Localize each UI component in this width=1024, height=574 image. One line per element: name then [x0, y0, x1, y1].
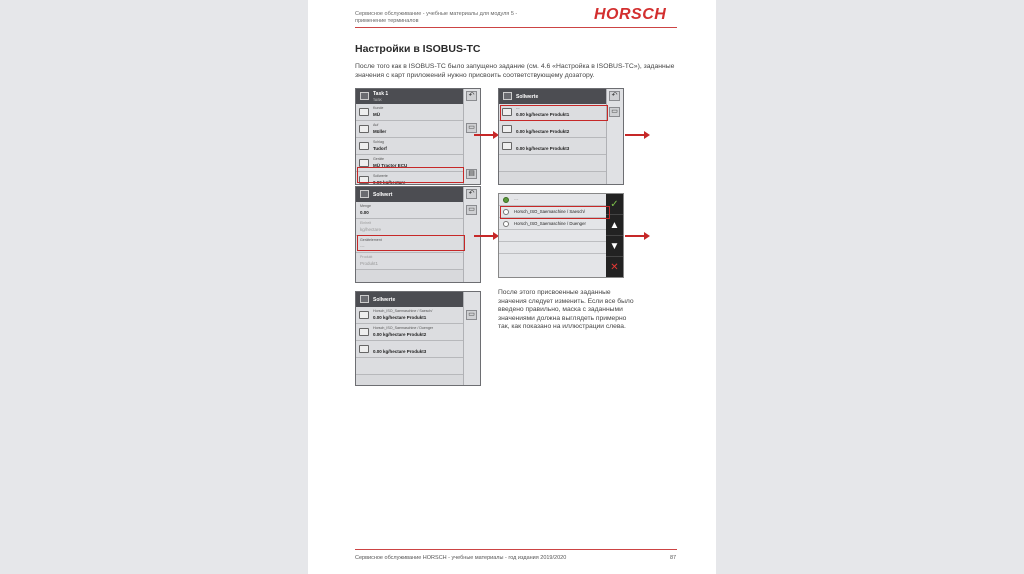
screen-setpoint-detail: [355, 186, 481, 283]
note-paragraph: После этого присвоенные заданные значения следует изменить. Если все было введено правильно, маска с заданными значениями должна выглядеть примерно так, как показано на иллюстрации слева.: [498, 289, 634, 331]
row-value: Produkt1: [360, 261, 379, 266]
cancel-x-icon[interactable]: ✕: [606, 257, 623, 278]
row-label: ---: [516, 106, 520, 110]
radio-selected-icon: [503, 197, 509, 203]
screen-setpoints-assigned: [355, 291, 481, 386]
row-label: Geräte: [373, 157, 384, 161]
setpoint-icon: [503, 92, 512, 100]
page-number: 87: [670, 555, 677, 561]
up-arrow-icon[interactable]: ▲: [606, 215, 623, 236]
intro-paragraph: После того как в ISOBUS-TC было запущено задание (см. 4.6 «Настройка в ISOBUS-TC»), заданные значения с карт приложений нужно присвоить соответствующему дозатору.: [355, 63, 675, 79]
row-value: MÜ: [373, 112, 380, 117]
row-value: Müller: [373, 129, 387, 134]
screen-header: [356, 187, 480, 202]
row-value: 0.00 kg/hectare Produkt1: [516, 112, 570, 117]
confirm-check-icon[interactable]: ✓: [606, 194, 623, 215]
product-icon: [502, 125, 512, 133]
option-fertilizer[interactable]: [499, 218, 611, 230]
customer-icon: [359, 108, 369, 116]
arrow-icon: [474, 235, 494, 237]
header-line-1: Сервисное обслуживание - учебные материалы для модуля 5 -: [355, 11, 518, 17]
product-icon: [359, 311, 369, 319]
map-button[interactable]: ▭: [609, 107, 620, 117]
screen-subtitle: TASK: [373, 98, 382, 102]
option-label: Horsch_ISO_Saemaschine / Saesch/: [514, 209, 585, 214]
product-icon: [502, 142, 512, 150]
highlight-device-element: [357, 235, 465, 251]
empty-row: [499, 155, 606, 172]
row-value: 0.00 kg/hectare Produkt1: [373, 315, 427, 320]
highlight-setpoints: [357, 167, 464, 183]
empty-row: [499, 242, 611, 254]
back-button[interactable]: ↶: [466, 189, 477, 199]
row-label: Sollwerte: [373, 174, 388, 178]
setpoint-icon: [360, 295, 369, 303]
arrow-icon: [625, 235, 645, 237]
footer-text: Сервисное обслуживание HORSCH - учебные материалы - год издания 2019/2020: [355, 555, 567, 561]
row-label: Produkt: [360, 255, 373, 259]
back-button[interactable]: ↶: [466, 91, 477, 101]
highlight-seeder-option: [500, 206, 610, 219]
screen-title: Sollwerte: [516, 94, 539, 100]
header-divider: [355, 27, 677, 28]
document-page: [308, 0, 716, 574]
horsch-logo: HORSCH: [594, 6, 667, 23]
row-value: ---: [360, 244, 365, 249]
page-header-text: [355, 11, 555, 25]
row-value: 0.00 kg/hectare Produkt3: [516, 146, 570, 151]
detail-row-amount[interactable]: [356, 202, 463, 219]
map-button[interactable]: ▭: [466, 310, 477, 320]
map-button[interactable]: ▭: [466, 123, 477, 133]
row-value: 0.00 kg/hectare: [373, 180, 406, 185]
map-button[interactable]: ▭: [466, 205, 477, 215]
back-button[interactable]: ↶: [609, 91, 620, 101]
product-icon: [359, 328, 369, 336]
copy-button[interactable]: ▤: [466, 169, 477, 179]
screen-task: [355, 88, 481, 185]
screen-side-bar: [463, 292, 480, 385]
row-value: kg/hectare: [360, 227, 382, 232]
task-row-field[interactable]: [356, 138, 463, 155]
setpoint-row-3[interactable]: [499, 138, 606, 155]
screen-side-bar: [463, 89, 480, 184]
row-label: Menge: [360, 204, 371, 208]
detail-row-unit: [356, 219, 463, 236]
screen-header: [499, 89, 623, 104]
setpoint-icon: [360, 190, 369, 198]
option-label: ---: [514, 197, 519, 202]
row-label: Horsch_ISO_Saemaschine / Saesch/: [373, 309, 433, 313]
row-value: 0.00 kg/hectare Produkt2: [373, 332, 427, 337]
screen-title: Sollwert: [373, 192, 393, 198]
row-label: Auf: [373, 123, 379, 127]
task-row-farm[interactable]: [356, 121, 463, 138]
assigned-row-3[interactable]: [356, 341, 463, 358]
tractor-icon: [359, 159, 369, 167]
screen-setpoints: [498, 88, 624, 185]
task-row-customer[interactable]: [356, 104, 463, 121]
footer-divider: [355, 549, 677, 550]
down-arrow-icon[interactable]: ▼: [606, 236, 623, 257]
row-value: 0.00 kg/hectare Produkt2: [516, 129, 570, 134]
row-value: 0.00 kg/hectare Produkt3: [373, 349, 427, 354]
row-value: MÜ Tractor ECU: [373, 163, 408, 168]
product-icon: [359, 345, 369, 353]
empty-row: [356, 358, 463, 375]
screen-side-bar: [606, 89, 623, 184]
setpoint-row-2[interactable]: [499, 121, 606, 138]
highlight-setpoint-1: [500, 105, 608, 121]
row-value: 0.00: [360, 210, 369, 215]
assigned-row-2[interactable]: [356, 324, 463, 341]
detail-row-product: [356, 253, 463, 270]
assigned-row-1[interactable]: [356, 307, 463, 324]
field-icon: [359, 142, 369, 150]
section-title: Настройки в ISOBUS-TC: [355, 43, 481, 55]
row-value: Tudorf: [373, 146, 387, 151]
arrow-icon: [474, 134, 494, 136]
screen-title: Sollwerte: [373, 297, 396, 303]
row-label: Schlag: [373, 140, 384, 144]
option-none[interactable]: [499, 194, 611, 206]
row-label: Kunde: [373, 106, 384, 110]
screen-header: [356, 292, 480, 307]
arrow-icon: [625, 134, 645, 136]
radio-icon: [503, 221, 509, 227]
farm-icon: [359, 125, 369, 133]
header-line-2: применение терминалов: [355, 18, 419, 24]
row-label: Horsch_ISO_Saemaschine / Duenger: [373, 326, 434, 330]
empty-row: [499, 230, 611, 242]
row-label: Einheit: [360, 221, 371, 225]
screen-element-picker: [498, 193, 624, 278]
row-label: Gerätelement: [360, 238, 382, 242]
task-icon: [360, 92, 369, 100]
screen-title: Task 1: [373, 91, 389, 97]
screen-header: [356, 89, 480, 104]
option-label: Horsch_ISO_Saemaschine / Duenger: [514, 221, 586, 226]
